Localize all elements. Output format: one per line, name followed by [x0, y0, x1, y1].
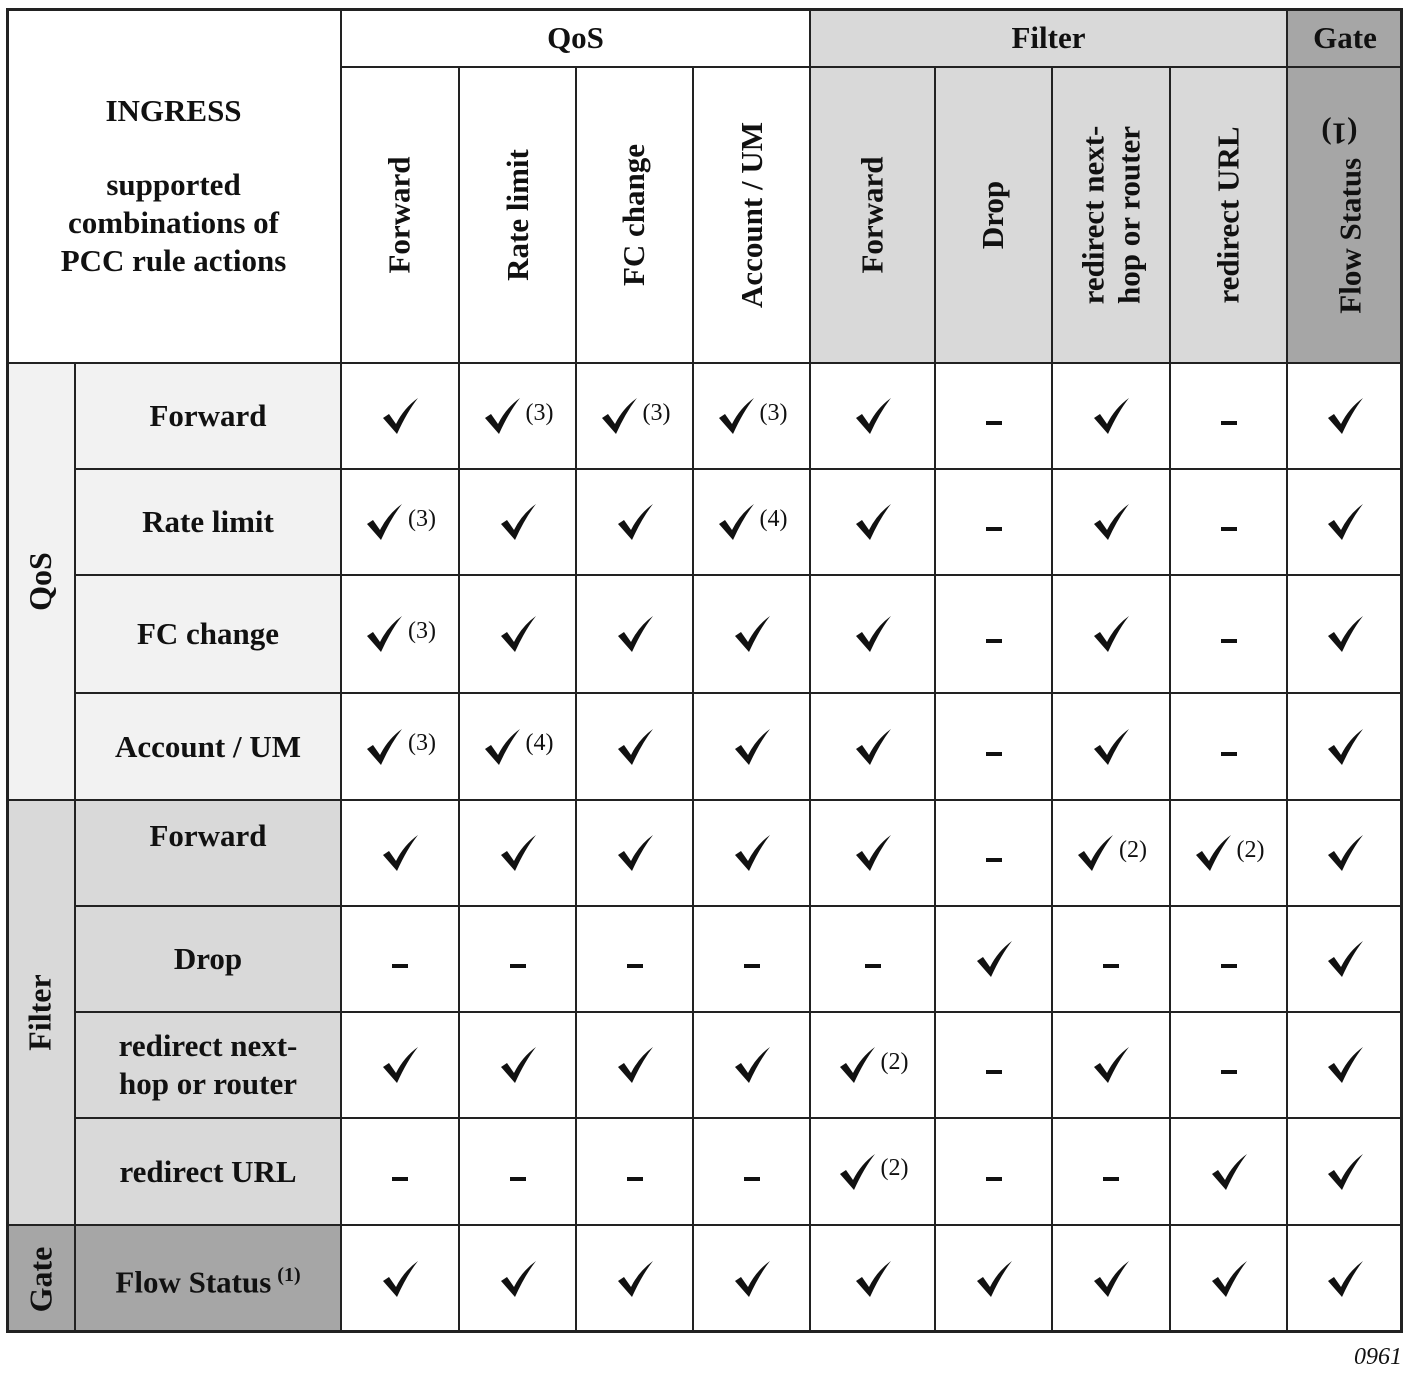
- table-cell: [1287, 1118, 1403, 1225]
- supported-check-icon: [1325, 1045, 1365, 1085]
- corner-line3: combinations of: [68, 204, 279, 240]
- not-supported-dash: [510, 1177, 526, 1181]
- table-cell: [1287, 693, 1403, 800]
- supported-check-icon: [615, 502, 655, 542]
- supported-check-icon: [380, 396, 420, 436]
- table-cell: [693, 906, 810, 1012]
- table-cell: [935, 469, 1052, 575]
- table-cell: [1170, 1225, 1287, 1333]
- supported-check-icon: [716, 396, 788, 436]
- column-header-label: Drop: [975, 180, 1011, 250]
- supported-check-icon: [974, 939, 1014, 979]
- row-header-label: Drop: [173, 941, 243, 976]
- table-cell: [935, 1012, 1052, 1118]
- table-cell: [1170, 469, 1287, 575]
- footnote-ref: (2): [1236, 836, 1265, 863]
- supported-check-icon: [599, 396, 671, 436]
- table-cell: [576, 469, 693, 575]
- supported-check-icon: [853, 1259, 893, 1299]
- table-cell: [576, 1012, 693, 1118]
- column-header-label: Account / UM: [733, 122, 769, 308]
- table-cell: [810, 800, 935, 906]
- supported-check-icon: [615, 1045, 655, 1085]
- table-cell: [576, 1225, 693, 1333]
- row-header-label: Rate limit: [142, 504, 274, 539]
- column-header-label: redirect next- hop or router: [1075, 125, 1146, 305]
- group-header-gate: [1287, 8, 1403, 67]
- not-supported-dash: [627, 964, 643, 968]
- table-cell: [459, 906, 576, 1012]
- table-cell: [693, 363, 810, 469]
- table-cell: [1052, 363, 1170, 469]
- table-cell: [1052, 1225, 1170, 1333]
- column-header-label: Rate limit: [499, 149, 535, 281]
- supported-check-icon: [716, 502, 788, 542]
- table-cell: [810, 1012, 935, 1118]
- table-cell: [1287, 800, 1403, 906]
- table-cell: [576, 363, 693, 469]
- row-group-label: QoS: [22, 552, 58, 611]
- column-header-label: redirect URL: [1210, 126, 1246, 304]
- footnote-ref: (1): [1321, 117, 1358, 153]
- group-header-label: QoS: [547, 19, 604, 55]
- group-header-qos: [341, 8, 810, 67]
- not-supported-dash: [986, 752, 1002, 756]
- not-supported-dash: [1221, 964, 1237, 968]
- row-group-filter: [6, 800, 75, 1225]
- table-cell: [459, 363, 576, 469]
- column-header-label: Forward: [382, 156, 417, 274]
- table-cell: [341, 1118, 459, 1225]
- table-cell: [693, 575, 810, 693]
- supported-check-icon: [498, 1259, 538, 1299]
- supported-check-icon: [1091, 727, 1131, 767]
- table-cell: [1052, 906, 1170, 1012]
- not-supported-dash: [392, 964, 408, 968]
- not-supported-dash: [986, 421, 1002, 425]
- table-cell: [1170, 906, 1287, 1012]
- table-cell: [1170, 363, 1287, 469]
- not-supported-dash: [865, 964, 881, 968]
- row-header-label: FC change: [136, 616, 280, 651]
- supported-check-icon: [498, 833, 538, 873]
- table-cell: [1287, 469, 1403, 575]
- table-cell: [693, 1012, 810, 1118]
- table-cell: [1170, 1012, 1287, 1118]
- supported-check-icon: [732, 1045, 772, 1085]
- supported-check-icon: [1091, 502, 1131, 542]
- supported-check-icon: [498, 502, 538, 542]
- table-cell: [810, 469, 935, 575]
- table-cell: [1052, 1118, 1170, 1225]
- corner-line4: PCC rule actions: [60, 242, 287, 278]
- not-supported-dash: [1221, 639, 1237, 643]
- supported-check-icon: [364, 502, 436, 542]
- table-cell: [341, 800, 459, 906]
- supported-check-icon: [853, 727, 893, 767]
- table-cell: [810, 1225, 935, 1333]
- table-cell: [1287, 363, 1403, 469]
- column-header-4: [810, 67, 935, 363]
- row-header-label: redirect next- hop or router: [118, 1028, 298, 1101]
- row-group-label: Filter: [22, 974, 59, 1051]
- not-supported-dash: [627, 1177, 643, 1181]
- column-header-7: [1170, 67, 1287, 363]
- group-header-label: Gate: [1313, 19, 1377, 55]
- table-cell: [1170, 800, 1287, 906]
- row-header-4: [75, 800, 341, 906]
- supported-check-icon: [1091, 1259, 1131, 1299]
- supported-check-icon: [498, 1045, 538, 1085]
- supported-check-icon: [1091, 614, 1131, 654]
- footnote-ref: (2): [1119, 836, 1147, 863]
- column-header-label: Flow Status(1): [1321, 117, 1368, 315]
- table-cell: [693, 1118, 810, 1225]
- row-group-qos: [6, 363, 75, 800]
- column-header-0: [341, 67, 459, 363]
- not-supported-dash: [986, 639, 1002, 643]
- column-header-label: FC change: [616, 143, 652, 287]
- supported-check-icon: [498, 614, 538, 654]
- table-cell: [1287, 1225, 1403, 1333]
- not-supported-dash: [986, 1070, 1002, 1074]
- footnote-ref: (1): [277, 1264, 301, 1287]
- row-header-1: [75, 469, 341, 575]
- supported-check-icon: [1075, 833, 1147, 873]
- supported-check-icon: [615, 833, 655, 873]
- table-cell: [576, 906, 693, 1012]
- footnote-ref: (3): [408, 617, 436, 644]
- supported-check-icon: [1325, 727, 1365, 767]
- not-supported-dash: [1103, 1177, 1119, 1181]
- row-header-7: [75, 1118, 341, 1225]
- table-cell: [935, 1225, 1052, 1333]
- footnote-ref: (3): [642, 399, 671, 426]
- supported-check-icon: [853, 833, 893, 873]
- group-header-label: Filter: [1011, 19, 1086, 55]
- table-cell: [459, 1118, 576, 1225]
- not-supported-dash: [1221, 752, 1237, 756]
- supported-check-icon: [482, 396, 554, 436]
- table-cell: [935, 906, 1052, 1012]
- row-header-0: [75, 363, 341, 469]
- supported-check-icon: [853, 614, 893, 654]
- not-supported-dash: [1221, 1070, 1237, 1074]
- row-header-label: Flow Status $^{(1)}$: [115, 1264, 301, 1300]
- supported-check-icon: [1325, 502, 1365, 542]
- supported-check-icon: [974, 1259, 1014, 1299]
- table-cell: [341, 469, 459, 575]
- table-cell: [459, 1225, 576, 1333]
- column-header-2: [576, 67, 693, 363]
- supported-check-icon: [1091, 1045, 1131, 1085]
- table-cell: [935, 575, 1052, 693]
- supported-check-icon: [380, 833, 420, 873]
- row-header-label: Forward: [149, 398, 267, 433]
- not-supported-dash: [986, 858, 1002, 862]
- supported-check-icon: [732, 614, 772, 654]
- not-supported-dash: [986, 1177, 1002, 1181]
- supported-check-icon: [1325, 396, 1365, 436]
- row-header-5: [75, 906, 341, 1012]
- supported-check-icon: [364, 727, 436, 767]
- supported-check-icon: [615, 614, 655, 654]
- supported-check-icon: [1193, 833, 1265, 873]
- supported-check-icon: [380, 1045, 420, 1085]
- not-supported-dash: [392, 1177, 408, 1181]
- row-header-6: [75, 1012, 341, 1118]
- table-cell: [341, 906, 459, 1012]
- supported-check-icon: [1325, 1152, 1365, 1192]
- table-cell: [576, 693, 693, 800]
- footnote-ref: (3): [408, 730, 436, 756]
- footnote-ref: (3): [525, 399, 554, 426]
- table-cell: [935, 800, 1052, 906]
- supported-check-icon: [615, 1259, 655, 1299]
- table-cell: [1052, 575, 1170, 693]
- footnote-ref: (4): [525, 730, 554, 756]
- column-header-3: [693, 67, 810, 363]
- table-cell: [810, 363, 935, 469]
- row-header-2: [75, 575, 341, 693]
- table-cell: [341, 1012, 459, 1118]
- column-header-8: [1287, 67, 1403, 363]
- footnote-ref: (4): [759, 505, 788, 532]
- table-cell: [693, 800, 810, 906]
- table-cell: [341, 693, 459, 800]
- table-cell: [576, 1118, 693, 1225]
- table-cell: [935, 1118, 1052, 1225]
- group-header-filter: [810, 8, 1287, 67]
- row-group-label: Gate: [22, 1246, 58, 1312]
- not-supported-dash: [1103, 964, 1119, 968]
- table-cell: [810, 906, 935, 1012]
- row-header-3: [75, 693, 341, 800]
- table-cell: [459, 800, 576, 906]
- table-cell: [459, 469, 576, 575]
- corner-line2: supported: [106, 166, 241, 202]
- table-cell: [1052, 693, 1170, 800]
- table-cell: [341, 363, 459, 469]
- supported-check-icon: [1325, 833, 1365, 873]
- column-header-1: [459, 67, 576, 363]
- not-supported-dash: [744, 1177, 760, 1181]
- corner-title: [6, 8, 341, 363]
- supported-check-icon: [615, 727, 655, 767]
- supported-check-icon: [1209, 1259, 1249, 1299]
- supported-check-icon: [1325, 939, 1365, 979]
- supported-check-icon: [732, 833, 772, 873]
- figure-id: 0961: [1354, 1344, 1402, 1370]
- not-supported-dash: [986, 527, 1002, 531]
- supported-check-icon: [1325, 614, 1365, 654]
- supported-check-icon: [732, 727, 772, 767]
- row-header-8: [75, 1225, 341, 1333]
- table-cell: [693, 469, 810, 575]
- table-cell: [459, 1012, 576, 1118]
- column-header-6: [1052, 67, 1170, 363]
- supported-check-icon: [837, 1152, 909, 1192]
- supported-check-icon: [853, 502, 893, 542]
- column-header-label: Forward: [854, 156, 890, 274]
- table-cell: [935, 363, 1052, 469]
- footnote-ref: (3): [408, 505, 436, 532]
- table-cell: [459, 693, 576, 800]
- not-supported-dash: [1221, 421, 1237, 425]
- row-group-gate: [6, 1225, 75, 1333]
- supported-check-icon: [380, 1259, 420, 1299]
- table-cell: [693, 693, 810, 800]
- table-cell: [810, 1118, 935, 1225]
- not-supported-dash: [510, 964, 526, 968]
- supported-check-icon: [1209, 1152, 1249, 1192]
- table-cell: [810, 575, 935, 693]
- table-cell: [1287, 575, 1403, 693]
- supported-check-icon: [732, 1259, 772, 1299]
- row-header-label: Account / UM: [115, 728, 301, 764]
- not-supported-dash: [1221, 527, 1237, 531]
- table-cell: [1287, 906, 1403, 1012]
- table-cell: [1170, 575, 1287, 693]
- table-cell: [1052, 800, 1170, 906]
- table-cell: [935, 693, 1052, 800]
- not-supported-dash: [744, 964, 760, 968]
- table-cell: [693, 1225, 810, 1333]
- table-cell: [1052, 469, 1170, 575]
- table-cell: [576, 575, 693, 693]
- table-cell: [810, 693, 935, 800]
- supported-check-icon: [853, 396, 893, 436]
- supported-check-icon: [364, 614, 436, 654]
- footnote-ref: (2): [880, 1048, 909, 1075]
- table-cell: [459, 575, 576, 693]
- supported-check-icon: [1325, 1259, 1365, 1299]
- supported-check-icon: [482, 727, 554, 767]
- table-cell: [341, 575, 459, 693]
- table-cell: [1052, 1012, 1170, 1118]
- footnote-ref: (3): [759, 399, 788, 426]
- row-header-label: Forward: [149, 818, 267, 853]
- table-cell: [1170, 1118, 1287, 1225]
- corner-line-ingress: INGRESS: [105, 92, 242, 128]
- row-header-label: redirect URL: [119, 1153, 297, 1189]
- table-cell: [576, 800, 693, 906]
- supported-check-icon: [1091, 396, 1131, 436]
- footnote-ref: (2): [880, 1155, 909, 1181]
- table-cell: [1170, 693, 1287, 800]
- supported-check-icon: [837, 1045, 909, 1085]
- column-header-5: [935, 67, 1052, 363]
- table-cell: [1287, 1012, 1403, 1118]
- table-cell: [341, 1225, 459, 1333]
